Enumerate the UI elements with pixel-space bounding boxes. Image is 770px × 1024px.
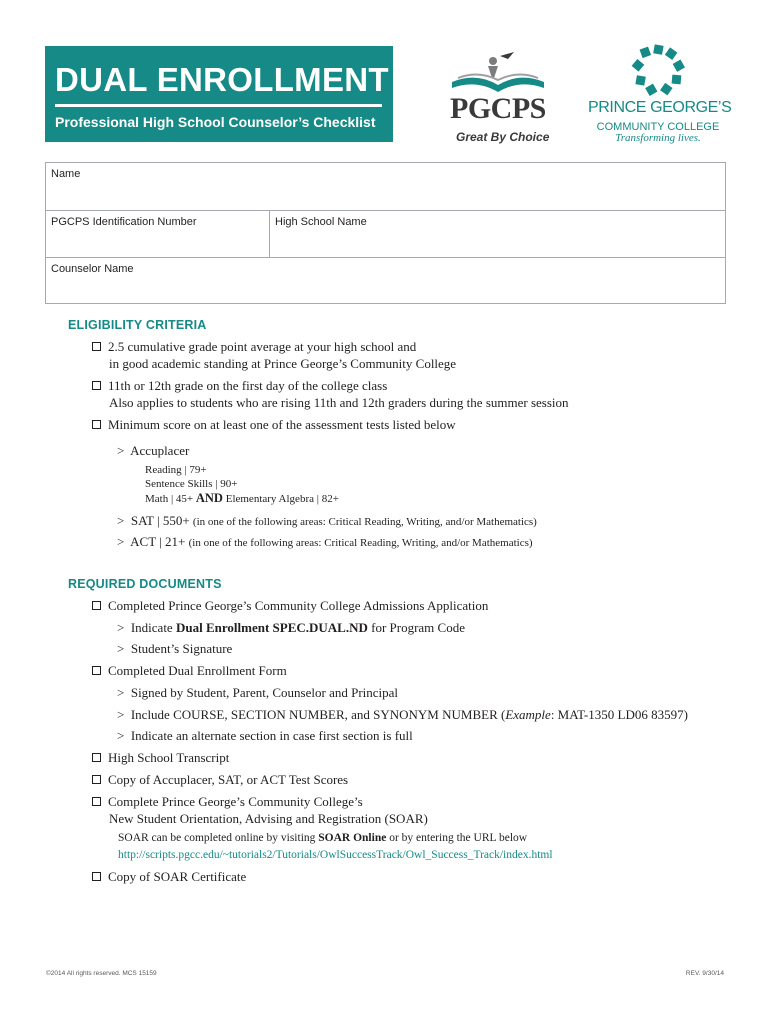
doc-item-transcript	[92, 749, 229, 767]
checkbox-icon[interactable]	[92, 666, 101, 675]
high-school-field[interactable]	[270, 211, 725, 257]
dual-form-text: Completed Dual Enrollment Form	[108, 663, 287, 678]
accuplacer-label: Accuplacer	[130, 443, 190, 458]
scores-text: Minimum score on at least one of the assessment tests listed below	[108, 417, 456, 432]
title-banner	[45, 46, 393, 142]
chevron-right-icon: >	[117, 685, 125, 700]
alternate-section-item	[117, 727, 413, 745]
page-title: DUAL ENROLLMENT	[55, 61, 389, 98]
eligibility-heading: ELIGIBILITY CRITERIA	[68, 318, 207, 332]
pgcps-tagline: Great By Choice	[456, 130, 550, 144]
grade-text-cont: Also applies to students who are rising 11th and 12th graders during the summer session	[109, 395, 569, 410]
gpa-text-cont: in good academic standing at Prince George’s Community College	[109, 356, 457, 371]
chevron-right-icon: >	[117, 728, 125, 743]
soar-certificate-text: Copy of SOAR Certificate	[108, 869, 247, 884]
counselor-label: Counselor Name	[51, 263, 134, 275]
pgcc-emblem-icon	[625, 44, 691, 98]
grade-text: 11th or 12th grade on the first day of the college class	[108, 378, 388, 393]
pgcc-logo	[588, 44, 732, 154]
gpa-text: 2.5 cumulative grade point average at your high school and	[108, 339, 417, 354]
counselor-row[interactable]	[46, 257, 725, 304]
eligibility-item-scores	[92, 416, 456, 434]
math-prefix: Math | 45+	[145, 493, 196, 505]
doc-item-application	[92, 597, 488, 615]
checkbox-icon[interactable]	[92, 872, 101, 881]
soar-text: Complete Prince George’s Community College’s	[108, 794, 363, 809]
documents-heading: REQUIRED DOCUMENTS	[68, 577, 222, 591]
sat-item	[117, 512, 537, 531]
doc-item-dual-form	[92, 662, 287, 680]
program-code-suffix: for Program Code	[367, 620, 465, 635]
page-subtitle: Professional High School Counselor’s Checklist	[55, 114, 376, 130]
footer-revision: REV. 9/30/14	[685, 970, 724, 977]
soar-note-prefix: SOAR can be completed online by visiting	[118, 832, 319, 844]
program-code: Dual Enrollment SPEC.DUAL.ND	[175, 620, 368, 635]
id-school-row	[46, 210, 725, 257]
sat-score: SAT | 550+	[130, 513, 193, 528]
name-row[interactable]	[46, 163, 725, 209]
checkbox-icon[interactable]	[92, 342, 101, 351]
math-and: AND	[195, 491, 223, 505]
pgcc-subname: COMMUNITY COLLEGE	[596, 121, 720, 133]
pgcc-name: PRINCE GEORGE’S	[588, 99, 732, 116]
checkbox-icon[interactable]	[92, 601, 101, 610]
soar-text-cont: New Student Orientation, Advising and Registration (SOAR)	[109, 811, 428, 826]
soar-note	[118, 830, 527, 846]
pgcps-id-field[interactable]	[46, 211, 269, 257]
chevron-right-icon: >	[117, 620, 125, 635]
signature-text: Student’s Signature	[130, 641, 233, 656]
checkbox-icon[interactable]	[92, 753, 101, 762]
application-text: Completed Prince George’s Community College Admissions Application	[108, 598, 489, 613]
name-label: Name	[51, 168, 81, 180]
example-label: Example	[505, 707, 551, 722]
pgcc-tagline: Transforming lives.	[615, 132, 701, 144]
checkbox-icon[interactable]	[92, 420, 101, 429]
course-info-prefix: Include COURSE, SECTION NUMBER, and SYNONYM NUMBER (	[130, 707, 506, 722]
checkbox-icon[interactable]	[92, 797, 101, 806]
footer-copyright: ©2014 All rights reserved. MCS 15159	[46, 970, 157, 977]
act-note: (in one of the following areas: Critical Reading, Writing, and/or Mathematics)	[188, 537, 533, 549]
sentence-skills-score: Sentence Skills | 90+	[145, 478, 238, 490]
student-info-form	[45, 162, 726, 304]
checkbox-icon[interactable]	[92, 381, 101, 390]
pgcps-wordmark: PGCPS	[450, 92, 546, 125]
soar-url-link[interactable]: http://scripts.pgcc.edu/~tutorials2/Tutorials/OwlSuccessTrack/Owl_Success_Track/index.html	[118, 849, 553, 861]
signed-by-item	[117, 684, 398, 702]
act-score: ACT | 21+	[130, 534, 189, 549]
chevron-right-icon: >	[117, 641, 125, 656]
soar-note-suffix: or by entering the URL below	[386, 832, 528, 844]
transcript-text: High School Transcript	[108, 750, 230, 765]
program-code-prefix: Indicate	[130, 620, 176, 635]
chevron-right-icon: >	[117, 443, 125, 458]
math-suffix: Elementary Algebra | 82+	[222, 493, 339, 505]
reading-score: Reading | 79+	[145, 464, 207, 476]
chevron-right-icon: >	[117, 513, 125, 528]
doc-item-soar-certificate	[92, 868, 246, 886]
pgcps-logo	[448, 52, 548, 152]
chevron-right-icon: >	[117, 534, 125, 549]
high-school-label: High School Name	[275, 216, 367, 228]
alternate-section-text: Indicate an alternate section in case first section is full	[130, 728, 413, 743]
eligibility-item-gpa	[92, 338, 416, 356]
chevron-right-icon: >	[117, 707, 125, 722]
math-score	[145, 491, 339, 506]
course-info-suffix: : MAT-1350 LD06 83597)	[550, 707, 688, 722]
pgcps-id-label: PGCPS Identification Number	[51, 216, 197, 228]
eligibility-item-grade	[92, 377, 387, 395]
signed-by-text: Signed by Student, Parent, Counselor and Principal	[130, 685, 399, 700]
course-info-item	[117, 706, 688, 724]
sat-note: (in one of the following areas: Critical Reading, Writing, and/or Mathematics)	[192, 516, 537, 528]
pgcps-book-icon	[448, 52, 548, 96]
program-code-item	[117, 619, 465, 637]
test-scores-text: Copy of Accuplacer, SAT, or ACT Test Scores	[108, 772, 349, 787]
soar-online-label: SOAR Online	[318, 832, 387, 844]
doc-item-soar	[92, 793, 363, 811]
signature-item	[117, 640, 232, 658]
title-rule	[55, 104, 382, 107]
doc-item-test-scores	[92, 771, 348, 789]
accuplacer-item	[117, 442, 189, 460]
act-item	[117, 533, 533, 552]
checkbox-icon[interactable]	[92, 775, 101, 784]
